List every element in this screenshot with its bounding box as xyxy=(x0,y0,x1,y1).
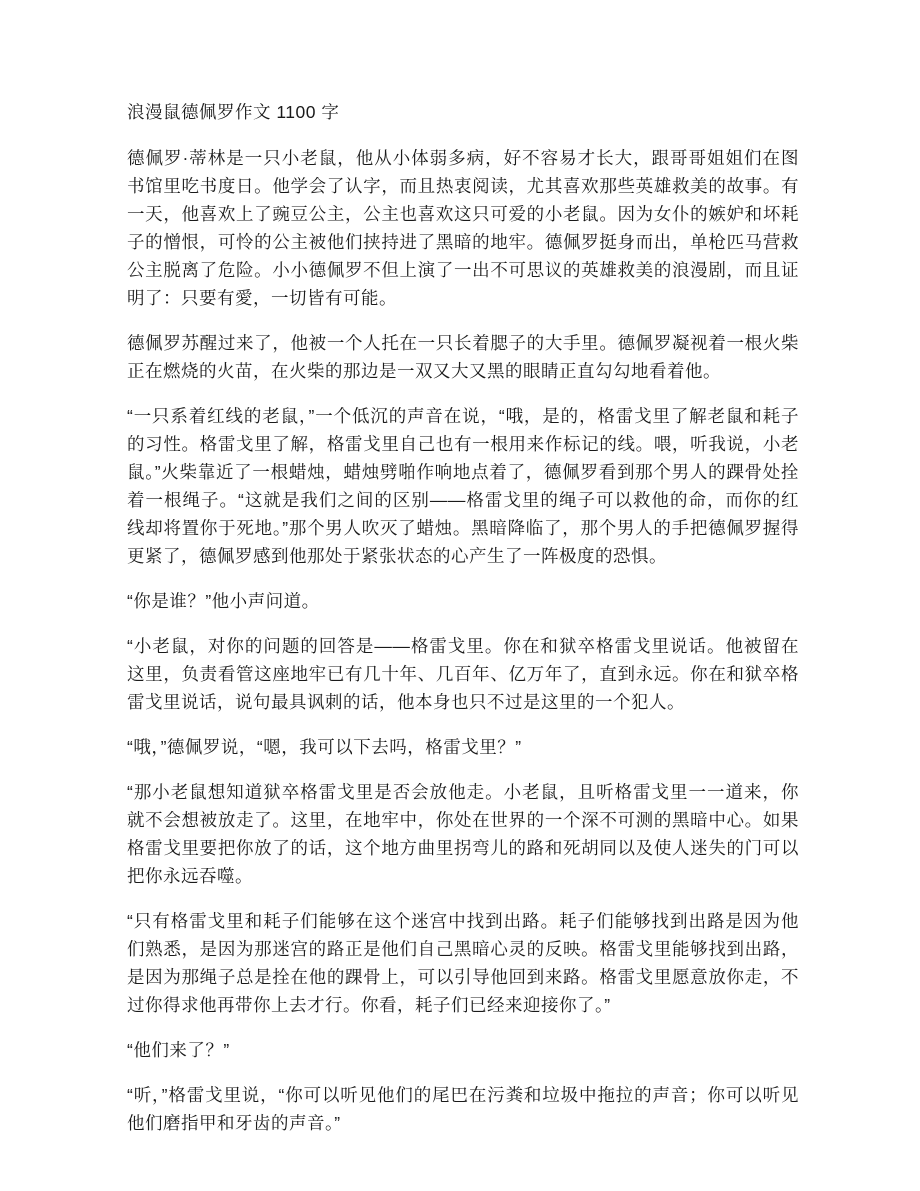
document-body xyxy=(127,144,799,1137)
document-title: 浪漫鼠德佩罗作文 1100 字 xyxy=(127,102,340,122)
paragraph: “一只系着红线的老鼠，”一个低沉的声音在说，“哦，是的，格雷戈里了解老鼠和耗子的习性。格雷戈里了解，格雷戈里自己也有一根用来作标记的线。喂，听我说，小老鼠。”火柴靠近了一根蜡烛，蜡烛劈啪作响地点着了，德佩罗看到那个男人的踝骨处拴着一根绳子。“这就是我们之间的区别——格雷戈里的绳子可以救他的命，而你的红线却将置你于死地。”那个男人吹灭了蜡烛。黑暗降临了，那个男人的手把德佩罗握得更紧了，德佩罗感到他那处于紧张状态的心产生了一阵极度的恐惧。 xyxy=(127,406,799,566)
paragraph: “他们来了？” xyxy=(127,1040,230,1060)
paragraph: “听，”格雷戈里说，“你可以听见他们的尾巴在污粪和垃圾中拖拉的声音；你可以听见他们磨指甲和牙齿的声音。” xyxy=(127,1085,799,1133)
paragraph: “那小老鼠想知道狱卒格雷戈里是否会放他走。小老鼠，且听格雷戈里一一道来，你就不会想被放走了。这里，在地牢中，你处在世界的一个深不可测的黑暗中心。如果格雷戈里要把你放了的话，这个地方曲里拐弯儿的路和死胡同以及使人迷失的门可以把你永远吞噬。 xyxy=(127,782,799,886)
paragraph: “你是谁？”他小声问道。 xyxy=(127,591,320,611)
paragraph: 德佩罗·蒂林是一只小老鼠，他从小体弱多病，好不容易才长大，跟哥哥姐姐们在图书馆里吃书度日。他学会了认字，而且热衷阅读，尤其喜欢那些英雄救美的故事。有一天，他喜欢上了豌豆公主，公主也喜欢这只可爱的小老鼠。因为女仆的嫉妒和坏耗子的憎恨，可怜的公主被他们挟持进了黑暗的地牢。德佩罗挺身而出，单枪匹马营救公主脱离了危险。小小德佩罗不但上演了一出不可思议的英雄救美的浪漫剧，而且证明了：只要有愛，一切皆有可能。 xyxy=(127,148,799,308)
paragraph: 德佩罗苏醒过来了，他被一个人托在一只长着腮子的大手里。德佩罗凝视着一根火柴正在燃烧的火苗，在火柴的那边是一双又大又黑的眼睛正直勾勾地看着他。 xyxy=(127,333,799,381)
paragraph: “只有格雷戈里和耗子们能够在这个迷宫中找到出路。耗子们能够找到出路是因为他们熟悉，是因为那迷宫的路正是他们自己黑暗心灵的反映。格雷戈里能够找到出路，是因为那绳子总是拴在他的踝骨上，可以引导他回到来路。格雷戈里愿意放你走，不过你得求他再带你上去才行。你看，耗子们已经来迎接你了。” xyxy=(127,911,799,1015)
paragraph: “哦，”德佩罗说，“嗯，我可以下去吗，格雷戈里？” xyxy=(127,737,522,757)
paragraph: “小老鼠，对你的问题的回答是——格雷戈里。你在和狱卒格雷戈里说话。他被留在这里，负责看管这座地牢已有几十年、几百年、亿万年了，直到永远。你在和狱卒格雷戈里说话，说句最具讽刺的话，他本身也只不过是这里的一个犯人。 xyxy=(127,636,799,712)
